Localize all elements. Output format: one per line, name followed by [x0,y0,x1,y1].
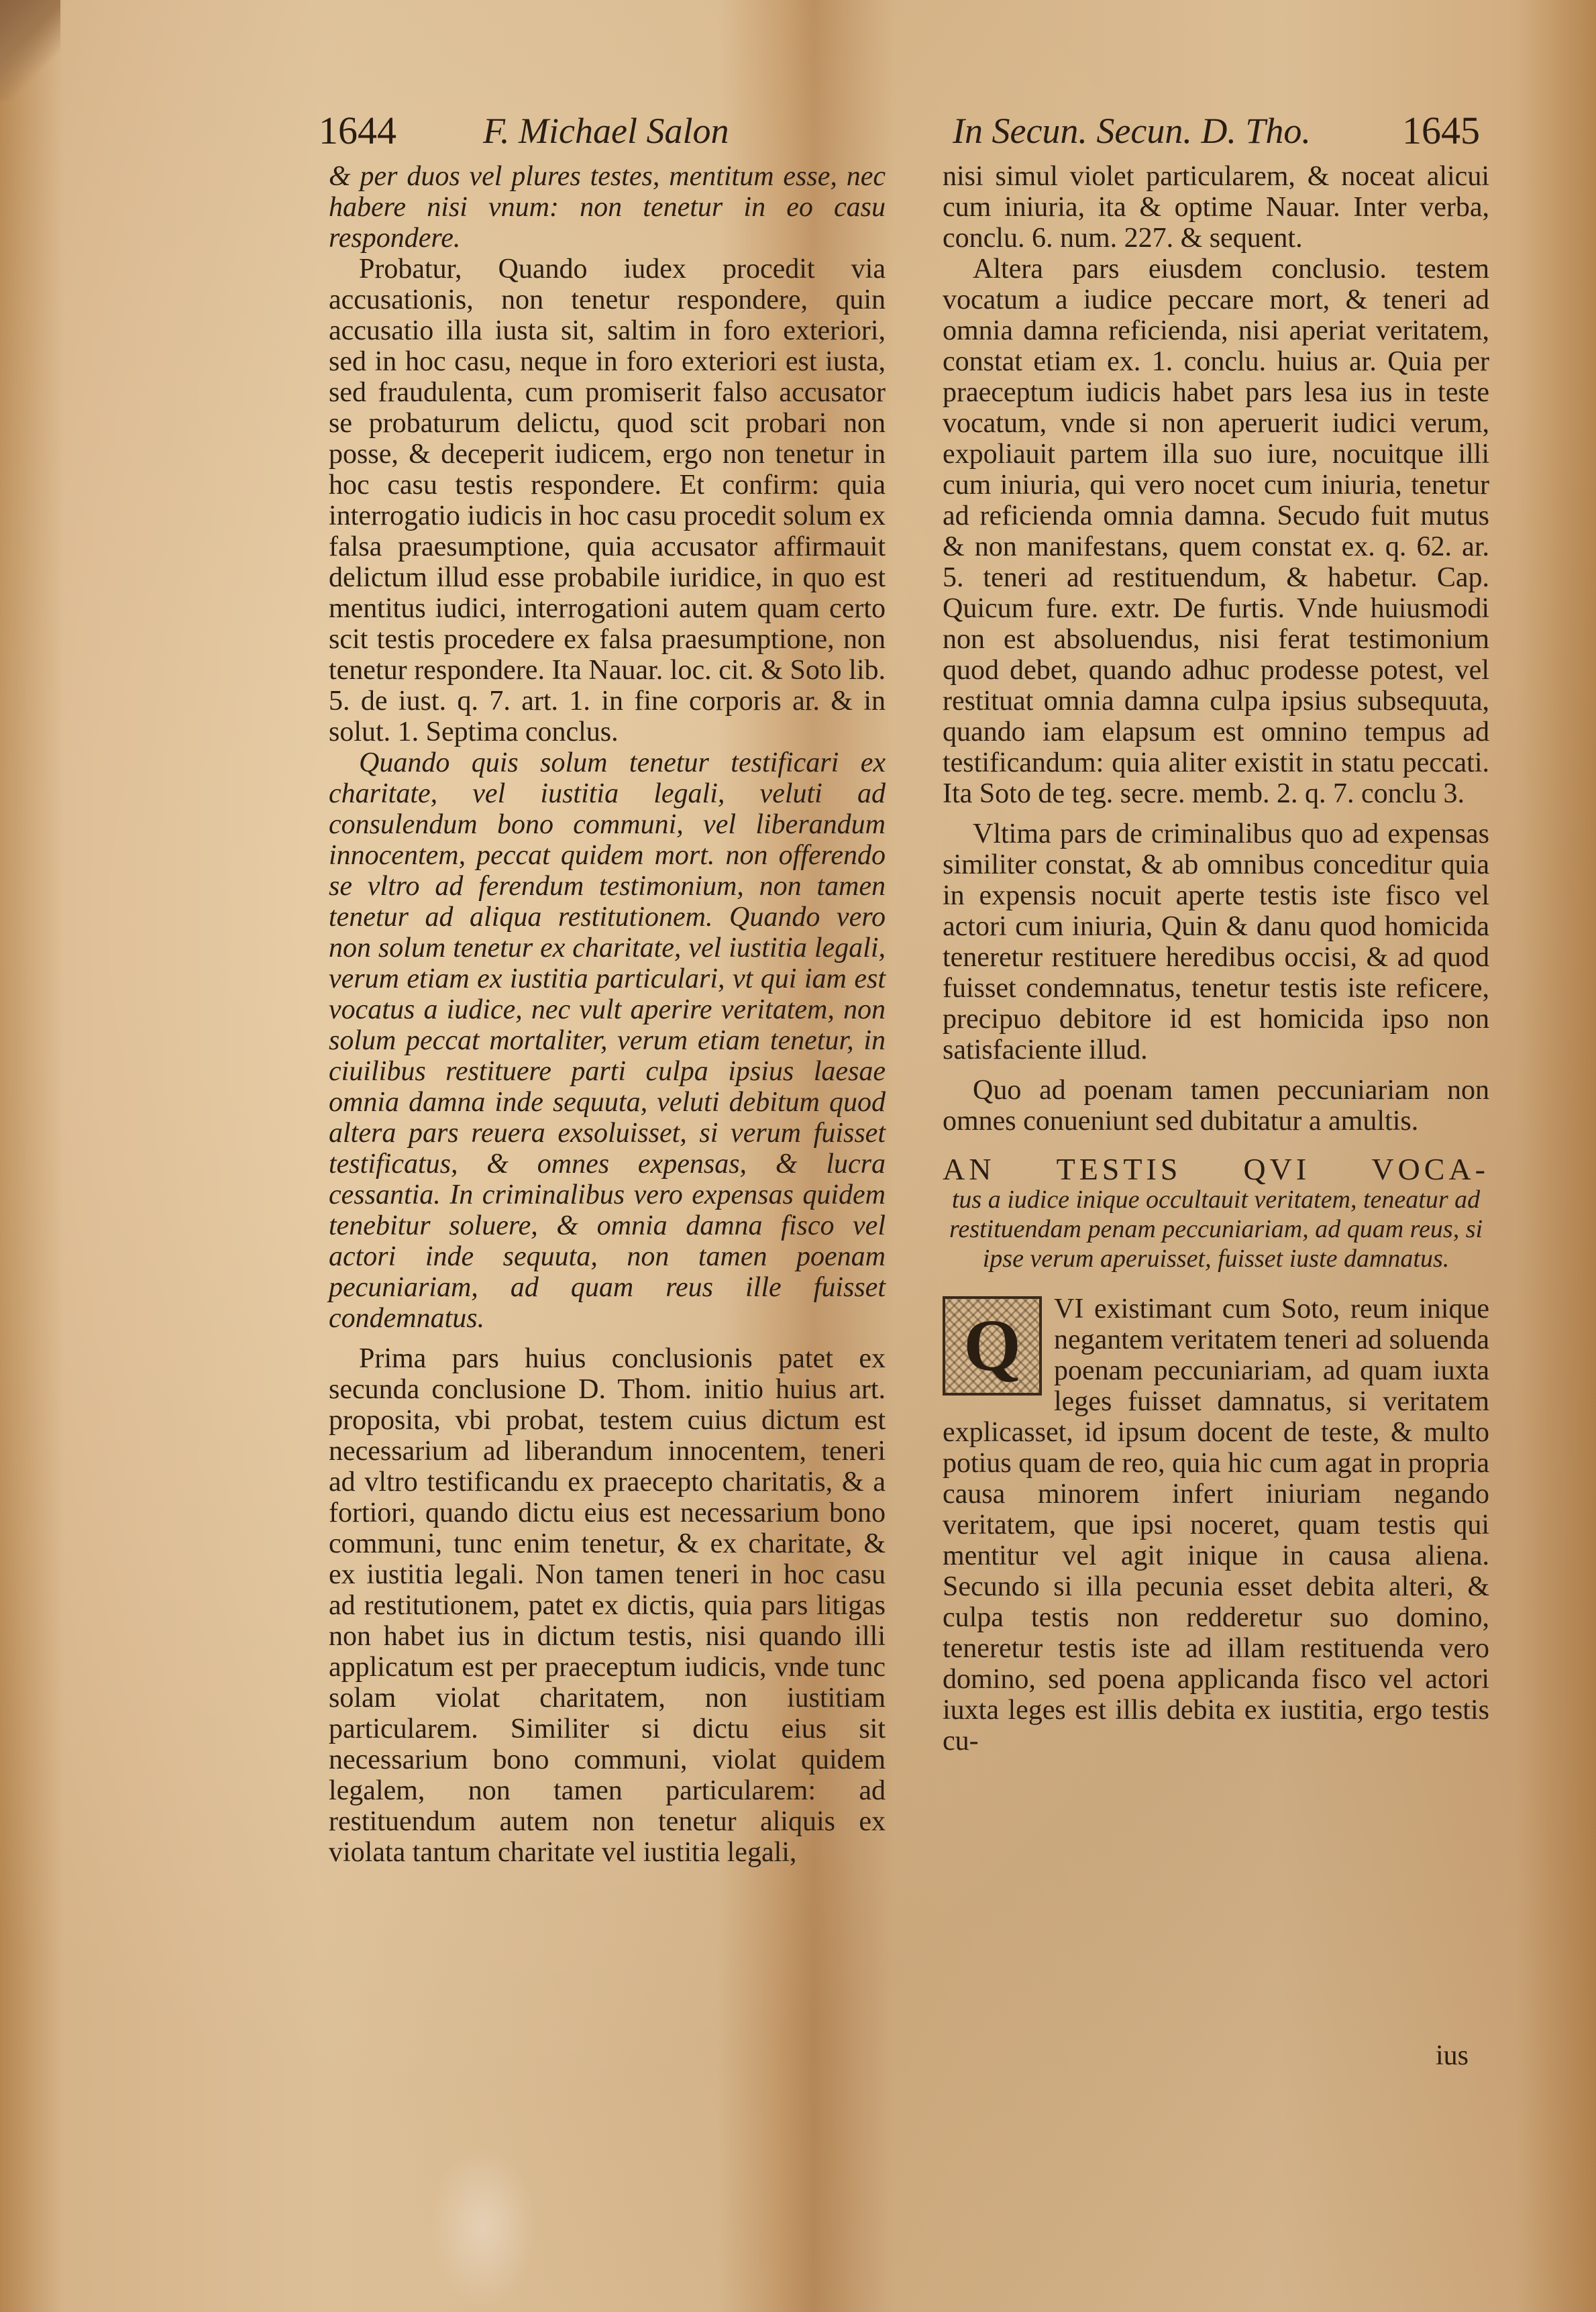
right-column [943,161,1489,1756]
paragraph: Quo ad poenam tamen peccuniariam non omnes conueniunt sed dubitatur a amultis. [943,1075,1489,1137]
paragraph: Vltima pars de criminalibus quo ad expensas similiter constat, & ab omnibus conceditur quia in expensis nocuit aperte testis iste fisco vel actori cum iniuria, Quin & danu quod homicida teneretur restituere heredibus occisi, & ad quod fuisset condemnatus, tenetur testis iste reficere, precipuo debitore id est homicida ipso non satisfaciente illud. [943,819,1489,1065]
paragraph: Probatur, Quando iudex procedit via accusationis, non tenetur respondere, quin accusatio illa iusta sit, saltim in foro exteriori, sed in hoc casu, neque in foro exteriori est iusta, sed fraudulenta, cum promiserit falso accusator se probaturum delictu, quod scit probari non posse, & deceperit iudicem, ergo non tenetur in hoc casu testis respondere. Et confirm: quia interrogatio iudicis in hoc casu procedit solum ex falsa praesumptione, quia accusator affirmauit delictum illud esse probabile iuridice, in quo est mentitus iudici, interrogationi autem quam certo scit testis procedere ex falsa praesumptione, non tenetur respondere. Ita Nauar. loc. cit. & Soto lib. 5. de iust. q. 7. art. 1. in fine corporis ar. & in solut. 1. Septima conclus. [329,254,886,747]
opening-paragraph [943,1294,1489,1756]
left-page-header [0,101,798,161]
paper-stain [429,2147,537,2308]
question-heading [943,1154,1489,1273]
left-running-title: F. Michael Salon [483,111,729,151]
right-page-number: 1645 [1402,109,1480,152]
left-column [329,161,886,1868]
question-title: AN TESTIS QVI VOCA- [943,1152,1489,1186]
catchword: ius [1436,2040,1469,2071]
paragraph: Prima pars huius conclusionis patet ex secunda conclusione D. Thom. initio huius art. proposita, vbi probat, testem cuius dictum est necessarium ad liberandum innocentem, teneri ad vltro testificandu ex praecepto charitatis, & a fortiori, quando dictu eius est necessarium bono communi, tunc enim tenetur, & ex charitate, & ex iustitia legali. Non tamen teneri in hoc casu ad restitutionem, patet ex dictis, quia pars litigas non habet ius in dictum testis, nisi quando illi applicatum est per praeceptum iudicis, vnde tunc solam violat charitatem, non iustitiam particularem. Similiter si dictu eius sit necessarium bono communi, violat quidem legalem, non tamen particularem: ad restituendum autem non tenetur aliquis ex violata tantum charitate vel iustitia legali, [329,1343,886,1868]
torn-corner [0,0,60,101]
right-running-title: In Secun. Secun. D. Tho. [953,111,1311,151]
paragraph: Quando quis solum tenetur testificari ex charitate, vel iustitia legali, veluti ad consulendum bono communi, vel liberandum innocentem, peccat quidem mort. non offerendo se vltro ad ferendum testimonium, non tamen tenetur ad aliqua restitutionem. Quando vero non solum tenetur ex charitate, vel iustitia legali, verum etiam ex iustitia particulari, vt qui iam est vocatus a iudice, nec vult aperire veritatem, non solum peccat mortaliter, verum etiam tenetur, in ciuilibus restituere parti culpa ipsius laesae omnia damna inde sequuta, veluti debitum quod altera pars reuera exsoluisset, si verum fuisset testificatus, & omnes expensas, & lucra cessantia. In criminalibus vero expensas quidem tenebitur soluere, & omnia damna fisco vel actori inde sequuta, non tamen poenam pecuniariam, ad quam reus ille fuisset condemnatus. [329,747,886,1334]
paragraph: nisi simul violet particularem, & noceat alicui cum iniuria, ita & optime Nauar. Inter verba, conclu. 6. num. 227. & sequent. [943,161,1489,254]
right-column-paragraphs [943,161,1489,1137]
question-subtitle: tus a iudice inique occultauit veritatem, teneatur ad restituendam penam peccuniariam, ad quam reus, si ipse verum aperuisset, fuisset iuste damnatus. [949,1186,1483,1273]
left-page-number: 1644 [319,109,396,152]
paragraph: Altera pars eiusdem conclusio. testem vocatum a iudice peccare mort, & teneri ad omnia damna reficienda, nisi aperiat veritatem, constat etiam ex. 1. conclu. huius ar. Quia per praeceptum iudicis habet pars lesa ius in teste vocatum, vnde si non aperuerit iudici verum, expoliauit partem illa suo iure, nocuitque illi cum iniuria, qui vero nocet cum iniuria, tenetur ad reficienda omnia damna. Secudo fuit mutus & non manifestans, quem constat ex. q. 62. ar. 5. teneri ad restituendum, & habetur. Cap. Quicum fure. extr. De furtis. Vnde huiusmodi non est absoluendus, nisi ferat testimonium quod debet, quando adhuc prodesse potest, vel restituat omnia damna culpa ipsius subsequuta, quando iam elapsum est omnino tempus ad testificandum: quia aliter existit in statu peccati. Ita Soto de teg. secre. memb. 2. q. 7. conclu 3. [943,254,1489,809]
ornamental-dropcap: Q [943,1296,1042,1396]
paragraph: & per duos vel plures testes, mentitum esse, nec habere nisi vnum: non tenetur in eo casu respondere. [329,161,886,254]
opening-paragraph-text: VI existimant cum Soto, reum inique negantem veritatem teneri ad soluenda poenam peccuniariam, ad quam iuxta leges fuisset damnatus, si veritatem explicasset, id ipsum docent de teste, & multo potius quam de reo, quia hic cum agat in propria causa minorem infert iniuriam negando veritatem, que ipsi noceret, quam testis qui mentitur vel agit inique in causa aliena. Secundo si illa pecunia esset debita alteri, & culpa testis non redderetur suo domino, teneretur testis iste ad illam restituenda vero domino, sed poena applicanda fisco vel actori iuxta leges est illis debita ex iustitia, ergo testis cu- [943,1294,1489,1756]
right-page-header [798,101,1596,161]
